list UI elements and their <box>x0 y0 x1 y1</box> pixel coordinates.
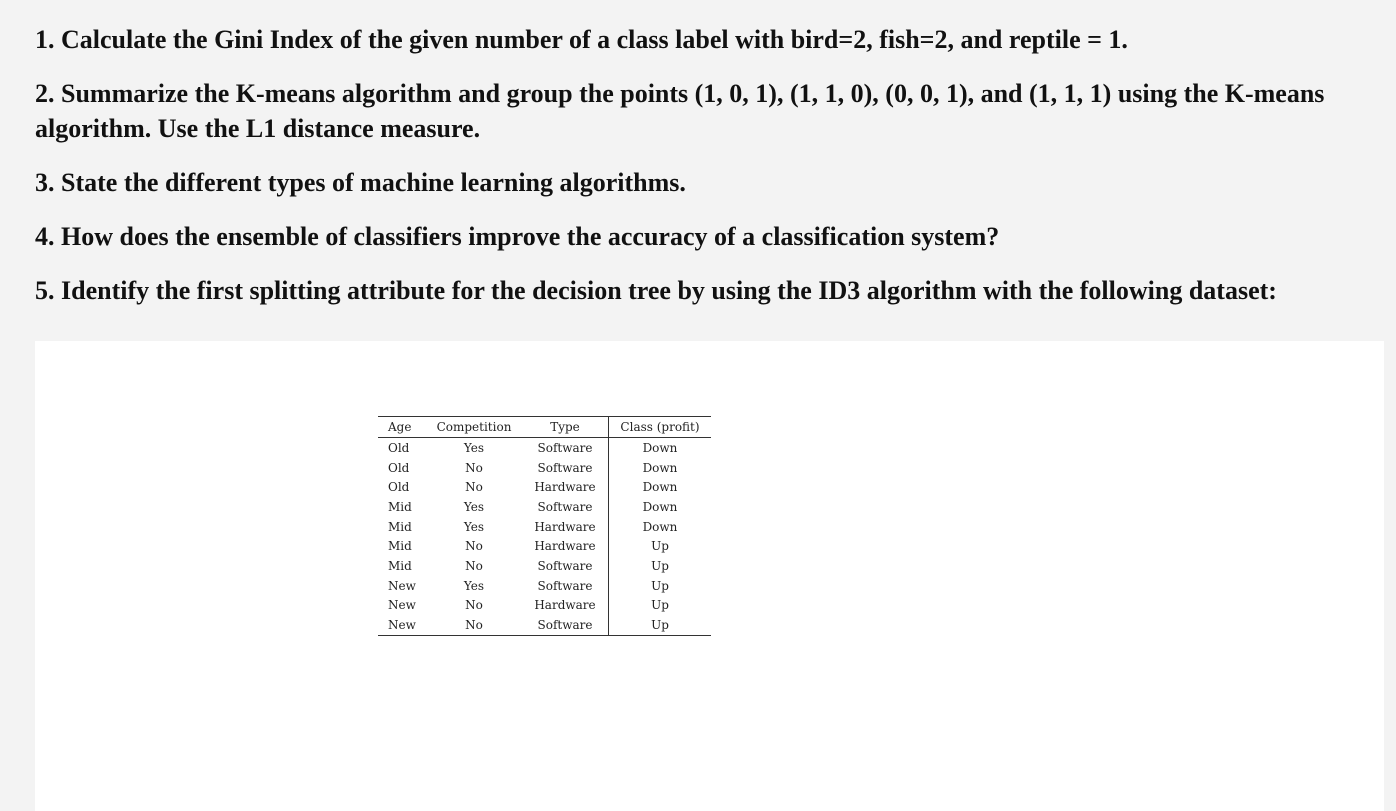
cell-type: Hardware <box>522 596 609 616</box>
question-list <box>35 22 1385 327</box>
cell-type: Software <box>522 615 609 635</box>
cell-type: Hardware <box>522 517 609 537</box>
header-competition: Competition <box>426 417 522 438</box>
cell-type: Software <box>522 576 609 596</box>
cell-class: Down <box>642 519 678 534</box>
table-row <box>378 497 711 517</box>
cell-age: New <box>388 598 416 613</box>
cell-type: Software <box>522 438 609 458</box>
cell-class: Down <box>642 480 678 495</box>
cell-class: Down <box>642 499 678 514</box>
cell-competition: Yes <box>463 440 485 455</box>
cell-competition: Yes <box>463 578 485 593</box>
cell-class: Up <box>651 539 669 554</box>
cell-competition: No <box>465 558 483 573</box>
question-2: 2. Summarize the K-means algorithm and group the points (1, 0, 1), (1, 1, 0), (0, 0, 1), and (1, 1, 1) using the K-means algorithm. Use the L1 distance measure. <box>35 79 1325 143</box>
cell-type: Software <box>522 497 609 517</box>
cell-age: Mid <box>388 499 412 514</box>
table-row <box>378 477 711 497</box>
cell-competition: No <box>465 539 483 554</box>
cell-class: Down <box>642 440 678 455</box>
table-row <box>378 458 711 478</box>
cell-competition: Yes <box>463 519 485 534</box>
table-row <box>378 615 711 635</box>
cell-class: Up <box>651 598 669 613</box>
cell-age: Old <box>388 480 410 495</box>
dataset-table <box>378 416 711 636</box>
header-age: Age <box>378 417 426 438</box>
cell-competition: No <box>465 598 483 613</box>
cell-age: Mid <box>388 539 412 554</box>
cell-age: Old <box>388 440 410 455</box>
cell-competition: No <box>465 480 483 495</box>
cell-class: Up <box>651 618 669 633</box>
question-3: 3. State the different types of machine learning algorithms. <box>35 168 686 197</box>
cell-competition: No <box>465 618 483 633</box>
cell-age: Mid <box>388 519 412 534</box>
cell-competition: Yes <box>463 499 485 514</box>
cell-competition: No <box>465 460 483 475</box>
cell-class: Down <box>642 460 678 475</box>
cell-class: Up <box>651 578 669 593</box>
table-row <box>378 596 711 616</box>
question-5: 5. Identify the first splitting attribute for the decision tree by using the ID3 algorithm with the following dataset: <box>35 276 1277 305</box>
table-row <box>378 576 711 596</box>
table-row <box>378 556 711 576</box>
table-row <box>378 536 711 556</box>
cell-type: Hardware <box>522 536 609 556</box>
question-1: 1. Calculate the Gini Index of the given number of a class label with bird=2, fish=2, and reptile = 1. <box>35 25 1128 54</box>
table-header-row <box>378 417 711 438</box>
cell-age: New <box>388 578 416 593</box>
header-class: Class (profit) <box>609 417 712 438</box>
question-4: 4. How does the ensemble of classifiers improve the accuracy of a classification system? <box>35 222 1000 251</box>
cell-age: New <box>388 618 416 633</box>
cell-age: Old <box>388 460 410 475</box>
dataset-image-panel <box>35 341 1384 811</box>
header-type: Type <box>522 417 609 438</box>
cell-type: Software <box>522 458 609 478</box>
cell-class: Up <box>651 558 669 573</box>
cell-type: Software <box>522 556 609 576</box>
table-row <box>378 517 711 537</box>
table-row <box>378 438 711 458</box>
cell-type: Hardware <box>522 477 609 497</box>
cell-age: Mid <box>388 558 412 573</box>
table-body <box>378 438 711 636</box>
